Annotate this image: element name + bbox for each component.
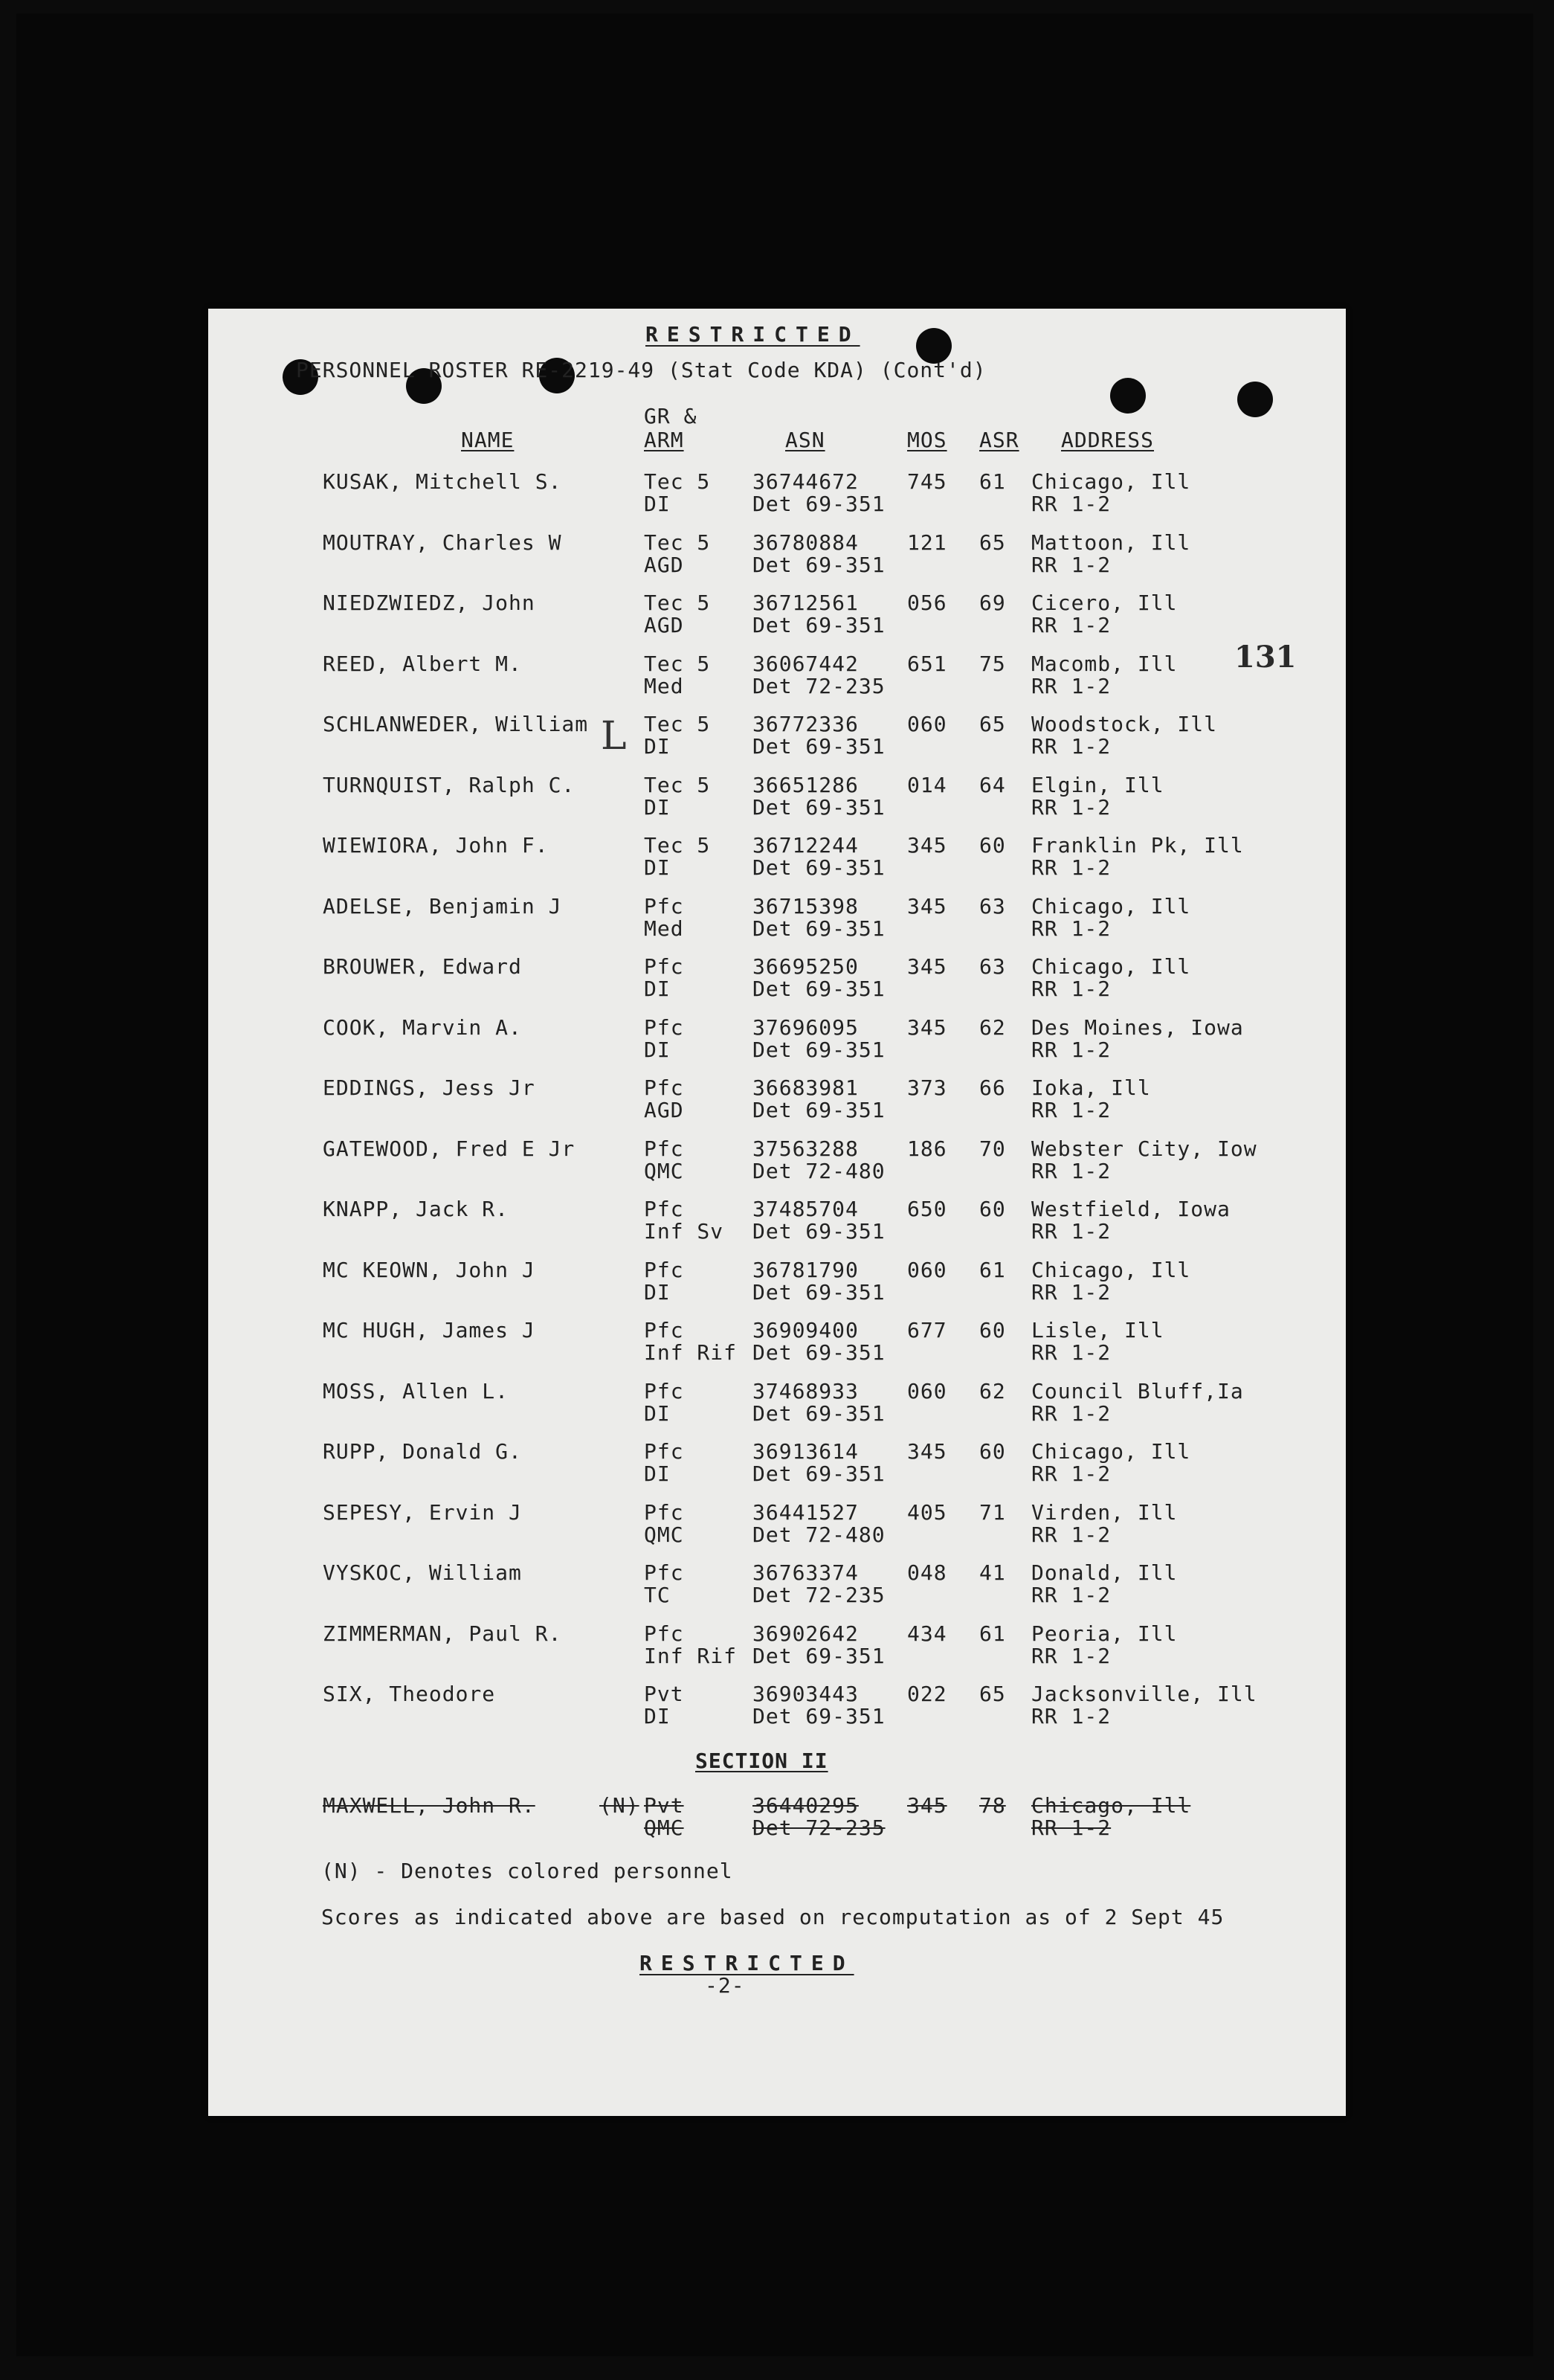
row-asn: 36909400 xyxy=(752,1318,859,1342)
table-row xyxy=(208,532,1346,578)
table-row xyxy=(208,1623,1346,1669)
row-name: MC KEOWN, John J xyxy=(323,1257,535,1282)
row-address: Chicago, Ill xyxy=(1031,954,1191,979)
row-asn: 36781790 xyxy=(752,1257,859,1282)
row-mos: 060 xyxy=(907,1378,947,1403)
row-arm: QMC xyxy=(644,1522,684,1547)
row-name: MOUTRAY, Charles W xyxy=(323,530,562,555)
row-asn: 36712561 xyxy=(752,591,859,615)
row-asn: 36651286 xyxy=(752,772,859,797)
row-asr: 63 xyxy=(979,893,1006,919)
row-asn: 36067442 xyxy=(752,651,859,676)
row-address: Franklin Pk, Ill xyxy=(1031,833,1244,858)
row-address: Westfield, Iowa xyxy=(1031,1197,1231,1221)
row-asn: 36903443 xyxy=(752,1682,859,1706)
row-mos: 345 xyxy=(907,1439,947,1464)
row-mos: 186 xyxy=(907,1136,947,1161)
row-mos: 056 xyxy=(907,591,947,615)
row-asn: 36902642 xyxy=(752,1621,859,1646)
restricted-header: RESTRICTED xyxy=(645,322,860,347)
table-row xyxy=(208,1562,1346,1608)
row-asr: 64 xyxy=(979,772,1006,797)
table-row xyxy=(208,1499,1346,1548)
row-mos: 345 xyxy=(907,1014,947,1040)
row-detachment: Det 69-351 xyxy=(752,1704,886,1728)
row-grade: Pfc xyxy=(644,1075,684,1100)
row-arm: DI xyxy=(644,734,671,759)
row-asn: 36695250 xyxy=(752,954,859,979)
col-header-mos: MOS xyxy=(907,428,947,452)
row-address: Elgin, Ill xyxy=(1031,772,1164,797)
row-rr: RR 1-2 xyxy=(1031,1158,1112,1183)
row-asr: 60 xyxy=(979,1197,1006,1221)
table-row xyxy=(208,895,1346,942)
row-name: EDDINGS, Jess Jr xyxy=(323,1075,535,1100)
row-grade: Tec 5 xyxy=(644,772,711,797)
row-name: NIEDZWIEDZ, John xyxy=(323,591,535,615)
row-arm: DI xyxy=(644,492,671,516)
row-rr: RR 1-2 xyxy=(1031,1037,1112,1062)
row-name: WIEWIORA, John F. xyxy=(323,833,549,858)
row-name: SCHLANWEDER, William xyxy=(323,712,589,736)
row-mos: 060 xyxy=(907,712,947,736)
row-address: Ioka, Ill xyxy=(1031,1075,1151,1100)
row-name: VYSKOC, William xyxy=(323,1560,522,1585)
row-mos: 650 xyxy=(907,1197,947,1221)
row-asr: 65 xyxy=(979,530,1006,555)
row-arm: AGD xyxy=(644,552,684,577)
row-rr: RR 1-2 xyxy=(1031,794,1112,820)
table-row xyxy=(208,1138,1346,1184)
section-label: SECTION II xyxy=(695,1749,828,1773)
row-detachment: Det 69-351 xyxy=(752,552,886,577)
row-rr: RR 1-2 xyxy=(1031,613,1112,637)
row-arm: QMC xyxy=(644,1815,684,1840)
table-row xyxy=(208,592,1346,638)
row-rr: RR 1-2 xyxy=(1031,855,1112,880)
row-detachment: Det 69-351 xyxy=(752,916,886,941)
row-mos: 651 xyxy=(907,651,947,676)
row-name: MAXWELL, John R. xyxy=(323,1793,535,1818)
page-number: -2- xyxy=(705,1973,745,1998)
row-grade: Pfc xyxy=(644,1197,684,1221)
row-colored-mark: (N) xyxy=(599,1793,639,1818)
row-grade: Pfc xyxy=(644,954,684,979)
row-arm: DI xyxy=(644,794,671,820)
row-asn: 36744672 xyxy=(752,469,859,494)
row-rr: RR 1-2 xyxy=(1031,1400,1112,1426)
row-name: KUSAK, Mitchell S. xyxy=(323,469,562,494)
row-asr: 41 xyxy=(979,1560,1006,1585)
row-rr: RR 1-2 xyxy=(1031,1704,1112,1728)
row-asr: 60 xyxy=(979,1318,1006,1342)
row-address: Chicago, Ill xyxy=(1031,1439,1191,1464)
row-rr: RR 1-2 xyxy=(1031,1583,1112,1607)
row-mos: 048 xyxy=(907,1560,947,1585)
row-rr: RR 1-2 xyxy=(1031,1219,1112,1244)
row-detachment: Det 69-351 xyxy=(752,734,886,759)
row-address: Chicago, Ill xyxy=(1031,1257,1191,1282)
row-name: RUPP, Donald G. xyxy=(323,1439,522,1464)
row-grade: Pfc xyxy=(644,1136,684,1161)
row-name: GATEWOOD, Fred E Jr xyxy=(323,1136,576,1161)
page-stamp-number: 131 xyxy=(1234,640,1297,675)
row-arm: DI xyxy=(644,1461,671,1486)
row-grade: Tec 5 xyxy=(644,530,711,555)
row-asr: 61 xyxy=(979,469,1006,494)
row-detachment: Det 69-351 xyxy=(752,1219,886,1244)
row-arm: DI xyxy=(644,1279,671,1305)
row-grade: Tec 5 xyxy=(644,469,711,494)
table-row xyxy=(208,1319,1346,1366)
roster-title: PERSONNEL ROSTER RE-2219-49 (Stat Code KDA) (Cont'd) xyxy=(296,358,987,382)
table-row xyxy=(208,713,1346,759)
row-grade: Pfc xyxy=(644,1621,684,1646)
row-arm: Inf Sv xyxy=(644,1219,724,1244)
punch-hole xyxy=(1237,382,1273,417)
row-grade: Pfc xyxy=(644,1378,684,1403)
row-grade: Pfc xyxy=(644,1257,684,1282)
table-row xyxy=(208,653,1346,699)
row-arm: QMC xyxy=(644,1158,684,1183)
row-name: MOSS, Allen L. xyxy=(323,1378,509,1403)
row-mos: 677 xyxy=(907,1318,947,1342)
row-detachment: Det 69-351 xyxy=(752,794,886,820)
row-mos: 345 xyxy=(907,1793,947,1818)
col-header-gr-top: GR & xyxy=(644,404,697,428)
table-row xyxy=(208,956,1346,1002)
row-name: SIX, Theodore xyxy=(323,1682,496,1706)
row-asn: 37468933 xyxy=(752,1378,859,1403)
row-detachment: Det 72-235 xyxy=(752,1583,886,1607)
row-grade: Pvt xyxy=(644,1682,684,1706)
table-row xyxy=(208,834,1346,881)
handwritten-mark: L xyxy=(601,714,627,759)
row-detachment: Det 69-351 xyxy=(752,613,886,637)
row-detachment: Det 69-351 xyxy=(752,492,886,516)
footnote-colored: (N) - Denotes colored personnel xyxy=(321,1859,733,1883)
row-rr: RR 1-2 xyxy=(1031,1340,1112,1365)
row-detachment: Det 72-480 xyxy=(752,1158,886,1183)
row-detachment: Det 72-235 xyxy=(752,1815,886,1840)
table-row xyxy=(208,1683,1346,1729)
row-asr: 70 xyxy=(979,1136,1006,1161)
row-rr: RR 1-2 xyxy=(1031,734,1112,759)
row-grade: Pfc xyxy=(644,893,684,919)
row-grade: Pvt xyxy=(644,1793,684,1818)
row-address: Lisle, Ill xyxy=(1031,1318,1164,1342)
row-grade: Tec 5 xyxy=(644,651,711,676)
row-name: BROUWER, Edward xyxy=(323,954,522,979)
row-mos: 060 xyxy=(907,1257,947,1282)
table-row xyxy=(208,1441,1346,1487)
row-asn: 37563288 xyxy=(752,1136,859,1161)
row-asr: 66 xyxy=(979,1075,1006,1100)
row-rr: RR 1-2 xyxy=(1031,1522,1112,1547)
row-name: SEPESY, Ervin J xyxy=(323,1499,522,1525)
table-row xyxy=(208,1077,1346,1123)
table-row xyxy=(208,1198,1346,1244)
row-detachment: Det 72-480 xyxy=(752,1522,886,1547)
row-asn: 37696095 xyxy=(752,1014,859,1040)
row-address: Chicago, Ill xyxy=(1031,469,1191,494)
row-mos: 745 xyxy=(907,469,947,494)
row-rr: RR 1-2 xyxy=(1031,1279,1112,1305)
row-rr: RR 1-2 xyxy=(1031,673,1112,698)
row-detachment: Det 69-351 xyxy=(752,1461,886,1486)
row-mos: 345 xyxy=(907,893,947,919)
row-asr: 61 xyxy=(979,1621,1006,1646)
row-asn: 37485704 xyxy=(752,1197,859,1221)
row-arm: DI xyxy=(644,1704,671,1728)
row-mos: 405 xyxy=(907,1499,947,1525)
row-grade: Pfc xyxy=(644,1014,684,1040)
roster-page xyxy=(208,309,1346,2116)
row-grade: Pfc xyxy=(644,1499,684,1525)
row-rr: RR 1-2 xyxy=(1031,1461,1112,1486)
row-address: Council Bluff,Ia xyxy=(1031,1378,1244,1403)
row-asn: 36683981 xyxy=(752,1075,859,1100)
row-name: COOK, Marvin A. xyxy=(323,1014,522,1040)
row-address: Woodstock, Ill xyxy=(1031,712,1218,736)
row-detachment: Det 69-351 xyxy=(752,1643,886,1668)
row-detachment: Det 69-351 xyxy=(752,1279,886,1305)
row-address: Des Moines, Iowa xyxy=(1031,1014,1244,1040)
row-detachment: Det 69-351 xyxy=(752,1400,886,1426)
table-row xyxy=(208,1014,1346,1063)
table-row xyxy=(208,1380,1346,1427)
punch-hole xyxy=(1110,378,1146,414)
row-mos: 014 xyxy=(907,772,947,797)
row-grade: Tec 5 xyxy=(644,712,711,736)
row-detachment: Det 69-351 xyxy=(752,1340,886,1365)
row-address: Chicago, Ill xyxy=(1031,893,1191,919)
col-header-asn: ASN xyxy=(785,428,825,452)
row-mos: 434 xyxy=(907,1621,947,1646)
restricted-footer: RESTRICTED xyxy=(639,1951,854,1975)
row-name: MC HUGH, James J xyxy=(323,1318,535,1342)
row-mos: 373 xyxy=(907,1075,947,1100)
row-grade: Pfc xyxy=(644,1318,684,1342)
row-name: TURNQUIST, Ralph C. xyxy=(323,772,576,797)
row-asr: 71 xyxy=(979,1499,1006,1525)
row-mos: 345 xyxy=(907,833,947,858)
row-asr: 65 xyxy=(979,712,1006,736)
row-address: Virden, Ill xyxy=(1031,1499,1178,1525)
row-address: Webster City, Iow xyxy=(1031,1136,1257,1161)
row-asr: 62 xyxy=(979,1378,1006,1403)
row-asr: 65 xyxy=(979,1682,1006,1706)
row-asr: 62 xyxy=(979,1014,1006,1040)
row-asr: 78 xyxy=(979,1793,1006,1818)
row-arm: Med xyxy=(644,673,684,698)
row-grade: Pfc xyxy=(644,1560,684,1585)
col-header-address: ADDRESS xyxy=(1061,428,1155,452)
row-arm: AGD xyxy=(644,613,684,637)
row-name: REED, Albert M. xyxy=(323,651,522,676)
footnote-scores: Scores as indicated above are based on recomputation as of 2 Sept 45 xyxy=(321,1905,1225,1929)
row-asn: 36772336 xyxy=(752,712,859,736)
row-arm: DI xyxy=(644,855,671,880)
row-arm: Inf Rif xyxy=(644,1643,738,1668)
row-address: Donald, Ill xyxy=(1031,1560,1178,1585)
row-name: KNAPP, Jack R. xyxy=(323,1197,509,1221)
row-address: Jacksonville, Ill xyxy=(1031,1682,1257,1706)
row-grade: Pfc xyxy=(644,1439,684,1464)
row-mos: 022 xyxy=(907,1682,947,1706)
col-header-arm: ARM xyxy=(644,428,684,452)
table-row xyxy=(208,774,1346,820)
row-rr: RR 1-2 xyxy=(1031,977,1112,1001)
row-asr: 63 xyxy=(979,954,1006,979)
table-row xyxy=(208,1795,1346,1841)
row-detachment: Det 69-351 xyxy=(752,1098,886,1122)
row-rr: RR 1-2 xyxy=(1031,1643,1112,1668)
row-asn: 36712244 xyxy=(752,833,859,858)
row-arm: TC xyxy=(644,1583,671,1607)
row-detachment: Det 69-351 xyxy=(752,855,886,880)
row-mos: 345 xyxy=(907,954,947,979)
row-asr: 60 xyxy=(979,833,1006,858)
col-header-name: NAME xyxy=(461,428,515,452)
table-row xyxy=(208,1259,1346,1305)
row-name: ADELSE, Benjamin J xyxy=(323,893,562,919)
row-detachment: Det 72-235 xyxy=(752,673,886,698)
row-arm: Med xyxy=(644,916,684,941)
row-asn: 36441527 xyxy=(752,1499,859,1525)
row-asr: 60 xyxy=(979,1439,1006,1464)
row-address: Macomb, Ill xyxy=(1031,651,1178,676)
col-header-asr: ASR xyxy=(979,428,1019,452)
row-rr: RR 1-2 xyxy=(1031,1098,1112,1122)
row-name: ZIMMERMAN, Paul R. xyxy=(323,1621,562,1646)
row-address: Cicero, Ill xyxy=(1031,591,1178,615)
row-address: Peoria, Ill xyxy=(1031,1621,1178,1646)
row-arm: DI xyxy=(644,977,671,1001)
row-arm: DI xyxy=(644,1400,671,1426)
row-asn: 36715398 xyxy=(752,893,859,919)
row-detachment: Det 69-351 xyxy=(752,1037,886,1062)
row-detachment: Det 69-351 xyxy=(752,977,886,1001)
row-asn: 36913614 xyxy=(752,1439,859,1464)
row-address: Chicago, Ill xyxy=(1031,1793,1191,1818)
row-rr: RR 1-2 xyxy=(1031,1815,1112,1840)
row-asr: 69 xyxy=(979,591,1006,615)
table-row xyxy=(208,471,1346,517)
row-arm: Inf Rif xyxy=(644,1340,738,1365)
row-rr: RR 1-2 xyxy=(1031,552,1112,577)
row-mos: 121 xyxy=(907,530,947,555)
row-asr: 75 xyxy=(979,651,1006,676)
row-grade: Tec 5 xyxy=(644,833,711,858)
row-rr: RR 1-2 xyxy=(1031,492,1112,516)
row-asn: 36780884 xyxy=(752,530,859,555)
row-arm: DI xyxy=(644,1037,671,1062)
row-address: Mattoon, Ill xyxy=(1031,530,1191,555)
row-grade: Tec 5 xyxy=(644,591,711,615)
row-asn: 36763374 xyxy=(752,1560,859,1585)
row-asr: 61 xyxy=(979,1257,1006,1282)
row-rr: RR 1-2 xyxy=(1031,916,1112,941)
row-asn: 36440295 xyxy=(752,1793,859,1818)
row-arm: AGD xyxy=(644,1098,684,1122)
